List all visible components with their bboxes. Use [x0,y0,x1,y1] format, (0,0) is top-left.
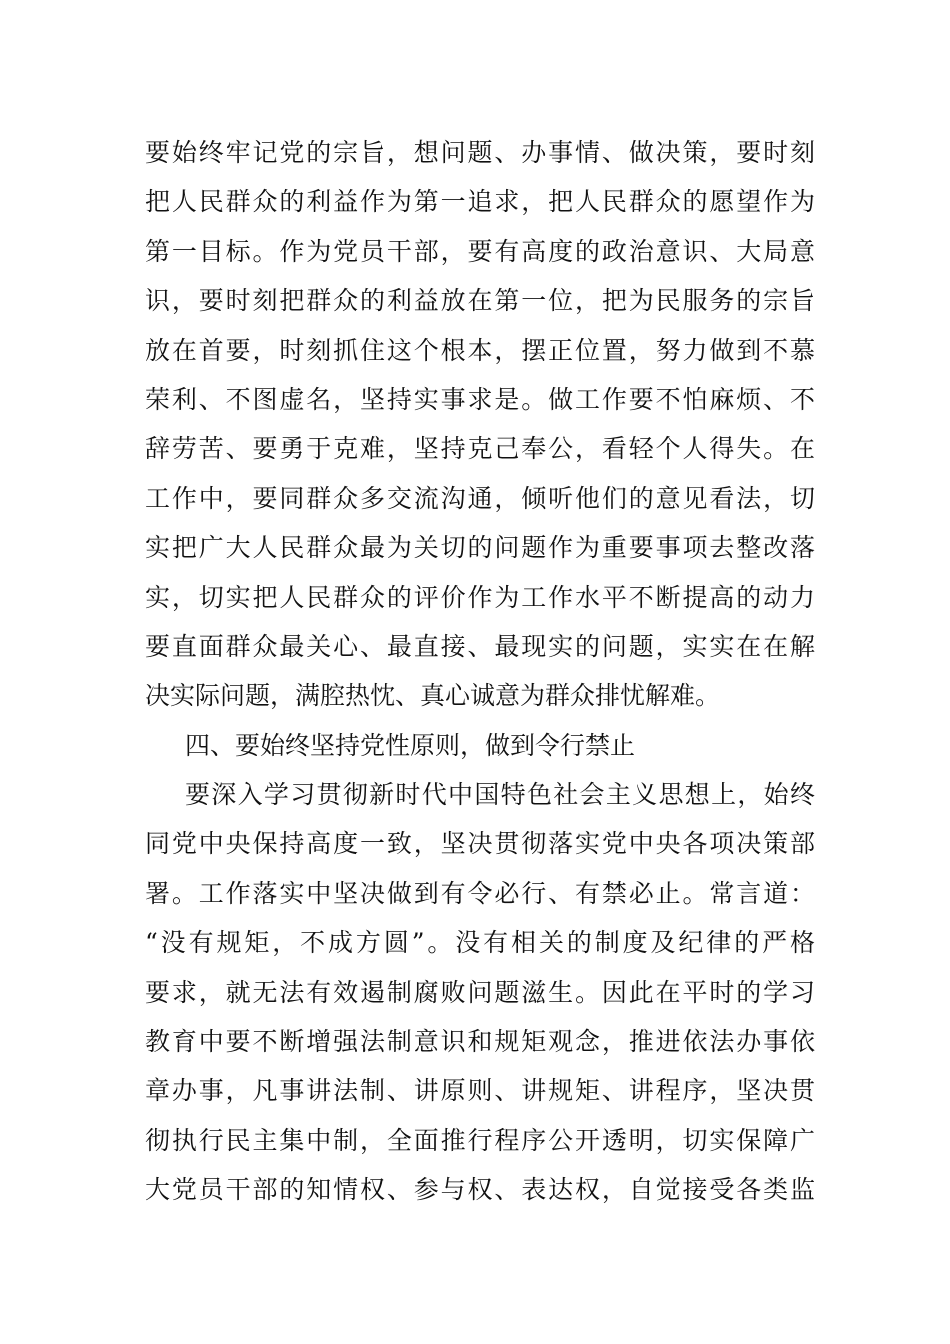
paragraph-end-line: 决实际问题，满腔热忱、真心诚意为群众排忧解难。 [145,681,721,711]
section-heading: 四、要始终坚持党性原则，做到令行禁止 [185,730,636,760]
text-line: 放在首要，时刻抓住这个根本，摆正位置，努力做到不慕 [145,335,815,365]
text-line: 荣利、不图虚名，坚持实事求是。做工作要不怕麻烦、不 [145,384,815,414]
text-line: 大党员干部的知情权、参与权、表达权，自觉接受各类监 [145,1175,815,1205]
text-line: 第一目标。作为党员干部，要有高度的政治意识、大局意 [145,236,815,266]
text-line: 辞劳苦、要勇于克难，坚持克己奉公，看轻个人得失。在 [145,434,815,464]
text-line: “没有规矩，不成方圆”。没有相关的制度及纪律的严格 [145,928,815,958]
text-line: 识，要时刻把群众的利益放在第一位，把为民服务的宗旨 [145,286,815,316]
text-line: 教育中要不断增强法制意识和规矩观念，推进依法办事依 [145,1027,815,1057]
text-line: 署。工作落实中坚决做到有令必行、有禁必止。常言道： [145,878,815,908]
text-line: 要求，就无法有效遏制腐败问题滋生。因此在平时的学习 [145,977,815,1007]
body-text [145,128,815,1215]
text-line: 实把广大人民群众最为关切的问题作为重要事项去整改落 [145,533,815,563]
text-line: 把人民群众的利益作为第一追求，把人民群众的愿望作为 [145,187,815,217]
text-line: 实，切实把人民群众的评价作为工作水平不断提高的动力 [145,582,815,612]
paragraph-start-line: 要深入学习贯彻新时代中国特色社会主义思想上，始终 [185,780,815,810]
text-line: 工作中，要同群众多交流沟通，倾听他们的意见看法，切 [145,483,815,513]
text-line: 同党中央保持高度一致，坚决贯彻落实党中央各项决策部 [145,829,815,859]
text-line: 章办事，凡事讲法制、讲原则、讲规矩、讲程序，坚决贯 [145,1076,815,1106]
text-line: 要始终牢记党的宗旨，想问题、办事情、做决策，要时刻 [145,138,815,167]
text-line: 彻执行民主集中制，全面推行程序公开透明，切实保障广 [145,1125,815,1155]
text-line: 要直面群众最关心、最直接、最现实的问题，实实在在解 [145,631,815,661]
